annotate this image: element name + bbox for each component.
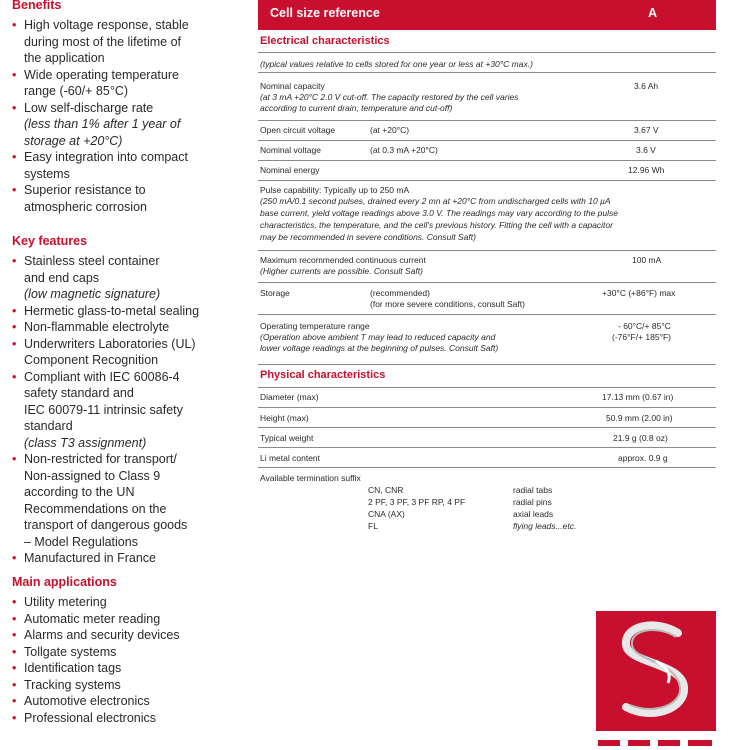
typical-note-row — [258, 52, 716, 72]
list-item — [12, 627, 227, 644]
key-features-list — [12, 253, 227, 567]
pulse-note-2: base current, yield voltage readings above 3.0 V. The readings may vary according to the pulse — [260, 208, 618, 218]
termination-label: Available termination suffix — [260, 473, 361, 483]
list-item-line: atmospheric corrosion — [24, 199, 147, 214]
weight-value: 21.9 g (0.8 oz) — [613, 433, 668, 443]
list-item-note: (low magnetic signature) — [24, 287, 161, 301]
list-item — [12, 550, 227, 567]
list-item-line: Non-assigned to Class 9 — [24, 468, 161, 483]
nominal-voltage-condition: (at 0.3 mA +20°C) — [370, 145, 438, 155]
op-temp-row — [258, 314, 716, 360]
nominal-capacity-value: 3.6 Ah — [634, 81, 659, 91]
list-item — [12, 677, 227, 694]
typical-note: (typical values relative to cells stored for one year or less at +30°C max.) — [260, 59, 533, 69]
benefits-title: Benefits — [12, 0, 62, 12]
nominal-voltage-row — [258, 140, 716, 160]
list-item-line: • Stainless steel container — [24, 254, 160, 268]
list-item-line: • Tracking systems — [24, 677, 121, 692]
li-metal-row — [258, 447, 716, 467]
list-item — [12, 693, 227, 710]
list-item — [12, 451, 227, 550]
nominal-capacity-note-1: (at 3 mA +20°C 2.0 V cut-off. The capacity restored by the cell varies — [260, 92, 519, 102]
termination-suffix: CN, CNR — [368, 485, 404, 495]
key-features-title: Key features — [12, 234, 88, 248]
ocv-condition: (at +20°C) — [370, 125, 410, 135]
op-temp-label: Operating temperature range — [260, 321, 370, 331]
termination-suffix: FL — [368, 521, 378, 531]
storage-condition-2: (for more severe conditions, consult Saft) — [370, 299, 525, 309]
list-item-line: • Tollgate systems — [24, 644, 117, 659]
list-item — [12, 303, 227, 320]
list-item-note: (less than 1% after 1 year of — [24, 117, 181, 131]
list-item-line: during most of the lifetime of — [24, 34, 182, 49]
header-col-a: A — [648, 6, 658, 20]
termination-type: radial tabs — [513, 485, 553, 495]
pulse-note-4: may be recommended in severe conditions. Consult Saft) — [260, 232, 476, 242]
list-item — [12, 253, 227, 303]
electrical-title: Electrical characteristics — [260, 35, 390, 47]
list-item — [12, 369, 227, 452]
ocv-value: 3.67 V — [634, 125, 659, 135]
nominal-capacity-row — [258, 72, 716, 120]
storage-row — [258, 282, 716, 314]
ocv-row — [258, 120, 716, 140]
saft-wordmark — [596, 734, 716, 750]
benefits-list — [12, 17, 227, 215]
nominal-voltage-value: 3.6 V — [636, 145, 656, 155]
op-temp-value-f: (-76°F/+ 185°F) — [612, 332, 671, 342]
list-item — [12, 67, 227, 100]
max-current-label: Maximum recommended continuous current — [260, 255, 426, 265]
list-item-line: systems — [24, 166, 70, 181]
height-label: Height (max) — [260, 413, 309, 423]
list-item-line: • Non-restricted for transport/ — [24, 452, 177, 466]
max-current-value: 100 mA — [632, 255, 662, 265]
physical-section — [258, 364, 716, 384]
list-item — [12, 710, 227, 727]
main-applications-title: Main applications — [12, 575, 117, 589]
header-label: Cell size reference — [270, 6, 380, 20]
list-item-line: range (-60/+ 85°C) — [24, 84, 129, 98]
list-item-line: according to the UN — [24, 485, 135, 499]
table-header — [258, 0, 716, 30]
nominal-energy-value: 12.96 Wh — [628, 165, 665, 175]
list-item-line: • Alarms and security devices — [24, 628, 180, 642]
list-item — [12, 100, 227, 150]
li-metal-value: approx. 0.9 g — [618, 453, 668, 463]
height-value: 50.9 mm (2.00 in) — [606, 413, 673, 423]
list-item-line: • Automatic meter reading — [24, 611, 161, 626]
termination-suffix: CNA (AX) — [368, 509, 405, 519]
nominal-capacity-note-2: according to current drain, temperature and cut-off) — [260, 103, 453, 113]
max-current-row — [258, 250, 716, 282]
list-item-line: the application — [24, 51, 105, 65]
list-item — [12, 336, 227, 369]
diameter-row — [258, 387, 716, 407]
pulse-note-1: (250 mA/0.1 second pulses, drained every 2 mn at +20°C from undischarged cells with 10 µA — [260, 196, 611, 206]
list-item — [12, 594, 227, 611]
list-item-line: safety standard and — [24, 386, 134, 400]
list-item-line: • Easy integration into compact — [24, 150, 188, 164]
list-item-line: • Superior resistance to — [24, 183, 146, 197]
list-item — [12, 149, 227, 182]
list-item-line: – Model Regulations — [24, 534, 138, 549]
max-current-note: (Higher currents are possible. Consult Saft) — [260, 266, 423, 276]
pulse-label: Pulse capability: Typically up to 250 mA — [260, 185, 410, 195]
list-item — [12, 319, 227, 336]
list-item-line: • Manufactured in France — [24, 551, 157, 565]
list-item — [12, 611, 227, 628]
physical-title: Physical characteristics — [260, 369, 386, 381]
diameter-value: 17.13 mm (0.67 in) — [602, 392, 674, 402]
termination-row — [258, 467, 716, 537]
spec-table — [258, 0, 716, 531]
list-item-line: • Automotive electronics — [24, 694, 150, 708]
height-row — [258, 407, 716, 427]
pulse-row — [258, 180, 716, 250]
op-temp-note-1: (Operation above ambient T may lead to reduced capacity and — [260, 332, 496, 342]
termination-type: axial leads — [513, 509, 554, 519]
nominal-energy-label: Nominal energy — [260, 165, 320, 175]
weight-label: Typical weight — [260, 433, 314, 443]
pulse-note-3: characteristics, the temperature, and the cell's previous history. Fitting the cell with a capacitor — [260, 220, 613, 230]
storage-label: Storage — [260, 288, 290, 298]
list-item-line: standard — [24, 419, 73, 433]
termination-type: flying leads...etc. — [513, 521, 577, 531]
list-item-line: • High voltage response, stable — [24, 18, 189, 32]
list-item-line: • Utility metering — [24, 595, 107, 609]
list-item — [12, 660, 227, 677]
s-ribbon-icon — [596, 611, 716, 731]
list-item-line: • Compliant with IEC 60086-4 — [24, 369, 180, 384]
ocv-label: Open circuit voltage — [260, 125, 336, 135]
list-item-line: • Professional electronics — [24, 710, 157, 725]
nominal-voltage-label: Nominal voltage — [260, 145, 321, 155]
list-item-line: Component Recognition — [24, 353, 159, 367]
storage-condition-1: (recommended) — [370, 288, 430, 298]
termination-suffix: 2 PF, 3 PF, 3 PF RP, 4 PF — [368, 497, 466, 507]
weight-row — [258, 427, 716, 447]
list-item-line: • Non-flammable electrolyte — [24, 320, 170, 334]
list-item-line: • Low self-discharge rate — [24, 100, 154, 115]
list-item — [12, 644, 227, 661]
list-item-line: transport of dangerous goods — [24, 518, 188, 532]
list-item-line: and end caps — [24, 270, 100, 285]
list-item-note: storage at +20°C) — [24, 133, 123, 148]
saft-logo-word — [596, 734, 716, 750]
list-item-line: Recommendations on the — [24, 501, 167, 516]
op-temp-value-c: - 60°C/+ 85°C — [618, 321, 671, 331]
list-item-note: (class T3 assignment) — [24, 435, 147, 450]
list-item-line: IEC 60079-11 intrinsic safety — [24, 402, 183, 417]
nominal-energy-row — [258, 160, 716, 180]
storage-value: +30°C (+86°F) max — [602, 288, 676, 298]
diameter-label: Diameter (max) — [260, 392, 319, 402]
list-item-line: • Identification tags — [24, 661, 122, 675]
list-item-line: • Wide operating temperature — [24, 67, 179, 82]
list-item-line: • Hermetic glass-to-metal sealing — [24, 303, 200, 318]
main-applications-list — [12, 594, 227, 726]
list-item — [12, 182, 227, 215]
nominal-capacity-label: Nominal capacity — [260, 81, 325, 91]
termination-type: radial pins — [513, 497, 552, 507]
li-metal-label: Li metal content — [260, 453, 321, 463]
list-item — [12, 17, 227, 67]
saft-logo-mark — [596, 611, 716, 731]
op-temp-note-2: lower voltage readings at the beginning of pulses. Consult Saft) — [260, 343, 499, 353]
list-item-line: • Underwriters Laboratories (UL) — [24, 336, 196, 351]
